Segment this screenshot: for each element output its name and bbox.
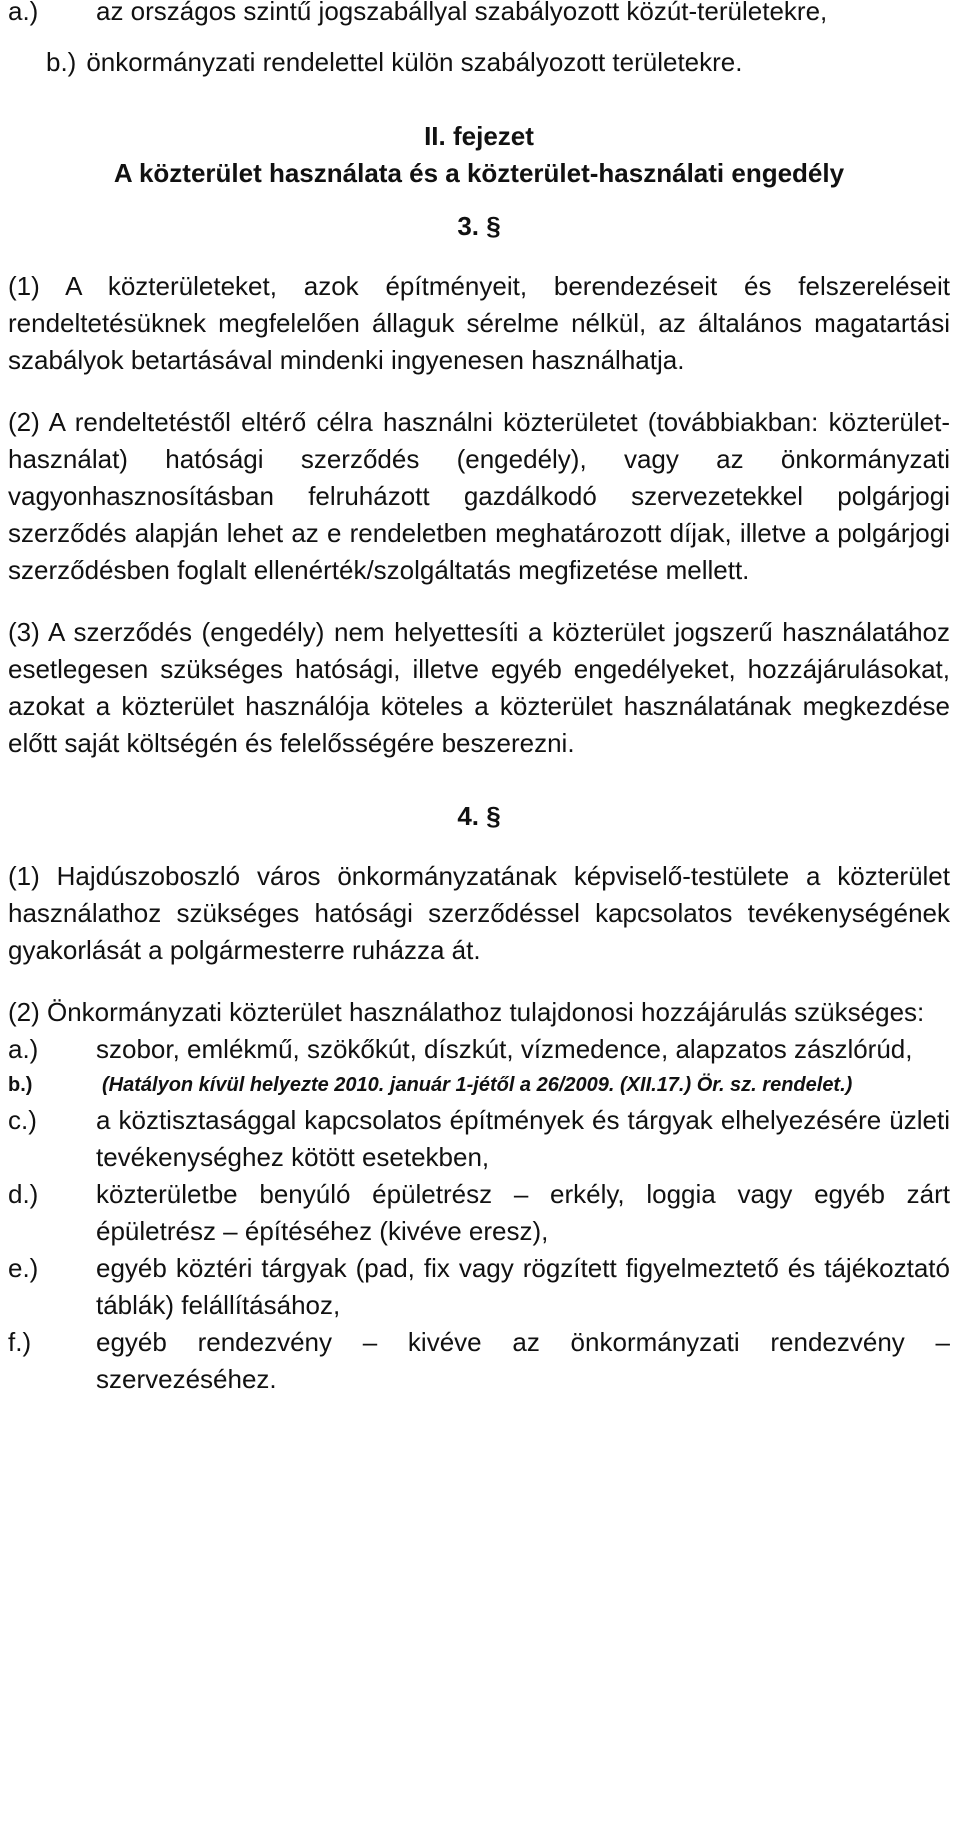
list-item-f: [8, 1324, 950, 1398]
list-text: önkormányzati rendelettel külön szabályozott területekre.: [86, 47, 743, 77]
list-text: egyéb köztéri tárgyak (pad, fix vagy rögzített figyelmeztető és tájékoztató táblák) felállításához,: [96, 1253, 950, 1320]
list-item-a-top: [8, 0, 950, 30]
list-text: az országos szintű jogszabállyal szabályozott közút-területekre,: [96, 0, 828, 26]
section-3-paragraph-2: (2) A rendeltetéstől eltérő célra használni közterületet (továbbiakban: közterület-használat) hatósági szerződés (engedély), vagy az önkormányzati vagyonhasznosításban felruházott gazdálkodó szervezetekkel polgárjogi szerződés alapján lehet az e rendeletben meghatározott díjak, illetve a polgárjogi szerződésben foglalt ellenérték/szolgáltatás megfizetése mellett.: [8, 407, 950, 585]
chapter-title: A közterület használata és a közterület-használati engedély: [113, 158, 845, 188]
list-label: f.): [8, 1327, 32, 1357]
list-label: d.): [8, 1179, 39, 1209]
list-label: e.): [8, 1253, 39, 1283]
list-text: (Hatályon kívül helyezte 2010. január 1-jétől a 26/2009. (XII.17.) Ör. sz. rendelet.): [102, 1074, 853, 1096]
list-label: c.): [8, 1105, 37, 1135]
section-3-paragraph-1: (1) A közterületeket, azok építményeit, berendezéseit és felszereléseit rendeltetésüknek megfelelően állaguk sérelme nélkül, az általános magatartási szabályok betartásával mindenki ingyenesen használhatja.: [8, 271, 950, 375]
list-label: a.): [8, 0, 39, 26]
chapter-number: II. fejezet: [424, 121, 534, 151]
section-3-heading: 3. §: [457, 211, 501, 241]
list-item-c: [8, 1102, 950, 1176]
list-text: szobor, emlékmű, szökőkút, díszkút, vízmedence, alapzatos zászlórúd,: [96, 1034, 913, 1064]
section-3-paragraph-3: (3) A szerződés (engedély) nem helyettesíti a közterület jogszerű használatához esetlegesen szükséges hatósági, illetve egyéb engedélyeket, hozzájárulásokat, azokat a közterület használója köteles a közterület használatának megkezdése előtt saját költségén és felelősségére beszerezni.: [8, 617, 950, 758]
list-item-b-repealed: [8, 1071, 950, 1100]
section-4-heading: 4. §: [457, 801, 501, 831]
list-item-a: [8, 1031, 950, 1068]
list-label: b.): [46, 47, 77, 77]
list-label: a.): [8, 1034, 39, 1064]
list-item-d: [8, 1176, 950, 1250]
list-text: egyéb rendezvény – kivéve az önkormányzati rendezvény – szervezéséhez.: [96, 1327, 950, 1394]
list-text: közterületbe benyúló épületrész – erkély, loggia vagy egyéb zárt épületrész – építéséhez (kivéve eresz),: [96, 1179, 950, 1246]
list-item-b-top: [8, 44, 950, 81]
section-4-paragraph-2: (2) Önkormányzati közterület használathoz tulajdonosi hozzájárulás szükséges:: [8, 997, 925, 1027]
list-text: a köztisztasággal kapcsolatos építmények és tárgyak elhelyezésére üzleti tevékenységhez kötött esetekben,: [96, 1105, 950, 1172]
section-4-paragraph-1: (1) Hajdúszoboszló város önkormányzatának képviselő-testülete a közterület használathoz szükséges hatósági szerződéssel kapcsolatos tevékenységének gyakorlását a polgármesterre ruházza át.: [8, 861, 950, 965]
list-item-e: [8, 1250, 950, 1324]
list-label: b.): [8, 1074, 33, 1096]
